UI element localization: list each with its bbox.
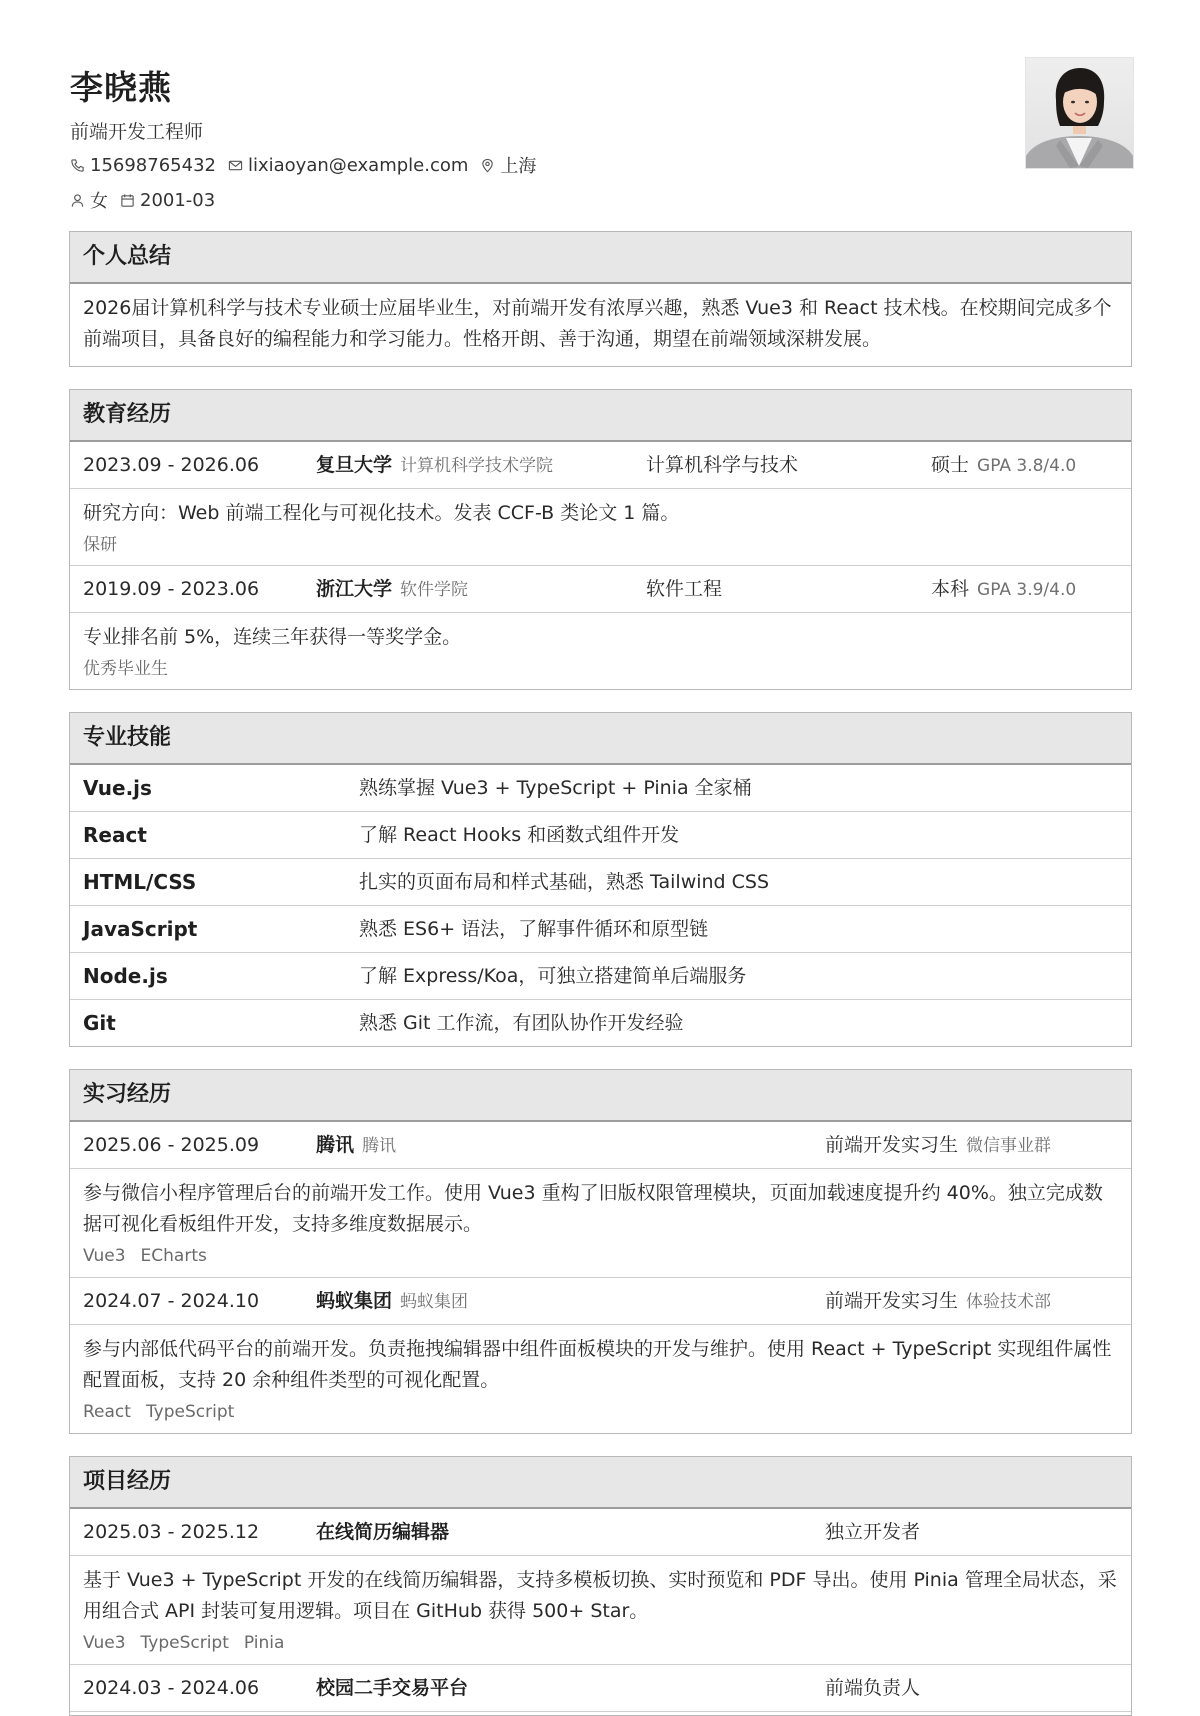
skill-desc: 了解 React Hooks 和函数式组件开发 <box>359 824 680 846</box>
skill-row <box>70 953 1131 1000</box>
school-name: 复旦大学 <box>316 454 393 476</box>
education-section <box>69 389 1132 690</box>
education-tags <box>70 529 1131 558</box>
job-title: 前端开发工程师 <box>70 121 204 143</box>
person-photo-icon <box>1026 58 1133 168</box>
user-icon <box>70 193 85 208</box>
period: 2025.03 - 2025.12 <box>83 1521 260 1543</box>
education-entry-header <box>70 442 1131 489</box>
location-item <box>480 152 536 178</box>
tag: TypeScript <box>140 1633 229 1653</box>
projects-section <box>69 1456 1132 1716</box>
email-item <box>228 155 468 176</box>
skill-row <box>70 812 1131 859</box>
education-entry-header <box>70 566 1131 613</box>
skill-desc: 熟悉 ES6+ 语法，了解事件循环和原型链 <box>359 918 709 940</box>
tag: Vue3 <box>83 1633 126 1653</box>
summary-text: 2026届计算机科学与技术专业硕士应届毕业生，对前端开发有浓厚兴趣，熟悉 Vue3 和 React 技术栈。在校期间完成多个前端项目，具备良好的编程能力和学习能力。性格开朗、善于沟通，期望在前端领域深耕发展。 <box>83 297 1112 350</box>
gpa: GPA 3.9/4.0 <box>977 580 1077 600</box>
contact-row-personal <box>70 187 227 213</box>
skill-name: HTML/CSS <box>83 870 197 894</box>
skill-name: React <box>83 823 147 847</box>
period: 2024.07 - 2024.10 <box>83 1290 260 1312</box>
education-desc: 专业排名前 5%，连续三年获得一等奖学金。 <box>83 626 462 648</box>
birth-item <box>120 190 215 211</box>
project-entry-body <box>70 1556 1131 1665</box>
gender-text: 女 <box>90 191 108 212</box>
school <box>316 566 468 613</box>
project-desc: 基于 Vue3 + TypeScript 开发的在线简历编辑器，支持多模板切换、实时预览和 PDF 导出。使用 Pinia 管理全局状态，采用组合式 API 封装可复用逻辑。项目在 GitHub 获得 500+ Star。 <box>83 1569 1117 1622</box>
project-entry-header <box>70 1665 1131 1712</box>
skill-name: Git <box>83 1011 116 1035</box>
department: 体验技术部 <box>966 1292 1052 1312</box>
skill-row <box>70 765 1131 812</box>
skill-desc: 熟悉 Git 工作流，有团队协作开发经验 <box>359 1012 684 1034</box>
skill-name: JavaScript <box>83 917 198 941</box>
internship-section <box>69 1069 1132 1434</box>
section-title: 实习经历 <box>70 1070 1131 1122</box>
school-name: 浙江大学 <box>316 578 393 600</box>
education-desc: 研究方向：Web 前端工程化与可视化技术。发表 CCF-B 类论文 1 篇。 <box>83 502 680 524</box>
company-name: 腾讯 <box>316 1134 355 1156</box>
skill-desc: 熟练掌握 Vue3 + TypeScript + Pinia 全家桶 <box>359 777 752 799</box>
section-title: 教育经历 <box>70 390 1131 442</box>
skill-row <box>70 859 1131 906</box>
internship-entry-body <box>70 1325 1131 1434</box>
department: 微信事业群 <box>966 1136 1052 1156</box>
skill-name: Vue.js <box>83 776 152 800</box>
major: 软件工程 <box>646 578 723 600</box>
summary-section <box>69 231 1132 367</box>
company <box>316 1122 396 1169</box>
tag: TypeScript <box>145 1402 235 1422</box>
degree-label: 本科 <box>931 578 970 600</box>
project-name: 校园二手交易平台 <box>316 1677 469 1699</box>
tag: React <box>83 1402 131 1422</box>
tag: Pinia <box>243 1633 285 1653</box>
role-title: 前端开发实习生 <box>825 1134 959 1156</box>
skill-desc: 了解 Express/Koa，可独立搭建简单后端服务 <box>359 965 747 987</box>
skill-desc: 扎实的页面布局和样式基础，熟悉 Tailwind CSS <box>359 871 770 893</box>
education-tags <box>70 653 1131 682</box>
gpa: GPA 3.8/4.0 <box>977 456 1077 476</box>
section-title: 专业技能 <box>70 713 1131 765</box>
internship-desc: 参与微信小程序管理后台的前端开发工作。使用 Vue3 重构了旧版权限管理模块，页面加载速度提升约 40%。独立完成数据可视化看板组件开发，支持多维度数据展示。 <box>83 1182 1103 1235</box>
degree-label: 硕士 <box>931 454 970 476</box>
gender-item <box>70 187 108 213</box>
internship-tags <box>70 1240 1131 1269</box>
period: 2019.09 - 2023.06 <box>83 578 260 600</box>
college: 软件学院 <box>400 580 469 600</box>
section-title: 个人总结 <box>70 232 1131 284</box>
company <box>316 1278 468 1325</box>
tag: 优秀毕业生 <box>83 659 168 679</box>
tag: ECharts <box>140 1246 207 1266</box>
role <box>825 1122 1051 1169</box>
project-tags <box>70 1627 1131 1656</box>
mail-icon <box>228 158 243 173</box>
company-name: 蚂蚁集团 <box>316 1290 393 1312</box>
internship-tags <box>70 1396 1131 1425</box>
profile-photo <box>1025 57 1134 169</box>
phone-number: 15698765432 <box>90 154 216 176</box>
degree <box>931 442 1076 489</box>
internship-entry-header <box>70 1122 1131 1169</box>
internship-entry-header <box>70 1278 1131 1325</box>
candidate-name: 李晓燕 <box>70 68 172 107</box>
degree <box>931 566 1076 613</box>
email-address: lixiaoyan@example.com <box>247 154 469 176</box>
period: 2025.06 - 2025.09 <box>83 1134 260 1156</box>
phone-item <box>70 155 216 176</box>
birth-text: 2001-03 <box>140 189 216 211</box>
role-title: 前端开发实习生 <box>825 1290 959 1312</box>
college: 计算机科学技术学院 <box>400 456 554 476</box>
role <box>825 1278 1051 1325</box>
skill-name: Node.js <box>83 964 168 988</box>
education-entry-body <box>70 613 1131 690</box>
major: 计算机科学与技术 <box>646 454 799 476</box>
internship-desc: 参与内部低代码平台的前端开发。负责拖拽编辑器中组件面板模块的开发与维护。使用 React + TypeScript 实现组件属性配置面板，支持 20 余种组件类型的可视化配置。 <box>83 1338 1112 1391</box>
phone-icon <box>70 158 85 173</box>
project-entry-header <box>70 1509 1131 1556</box>
location-text: 上海 <box>500 156 537 177</box>
tag: 保研 <box>83 535 117 555</box>
contact-row <box>70 152 548 178</box>
project-name: 在线简历编辑器 <box>316 1521 450 1543</box>
section-title: 项目经历 <box>70 1457 1131 1509</box>
map-pin-icon <box>480 158 495 173</box>
period: 2024.03 - 2024.06 <box>83 1677 260 1699</box>
education-entry-body <box>70 489 1131 566</box>
school <box>316 442 553 489</box>
company-sub: 腾讯 <box>362 1136 397 1156</box>
project-role: 独立开发者 <box>825 1521 921 1543</box>
period: 2023.09 - 2026.06 <box>83 454 260 476</box>
skills-section <box>69 712 1132 1047</box>
skill-row <box>70 906 1131 953</box>
internship-entry-body <box>70 1169 1131 1278</box>
company-sub: 蚂蚁集团 <box>400 1292 469 1312</box>
project-role: 前端负责人 <box>825 1677 921 1699</box>
calendar-icon <box>120 193 135 208</box>
tag: Vue3 <box>83 1246 126 1266</box>
skill-row <box>70 1000 1131 1047</box>
